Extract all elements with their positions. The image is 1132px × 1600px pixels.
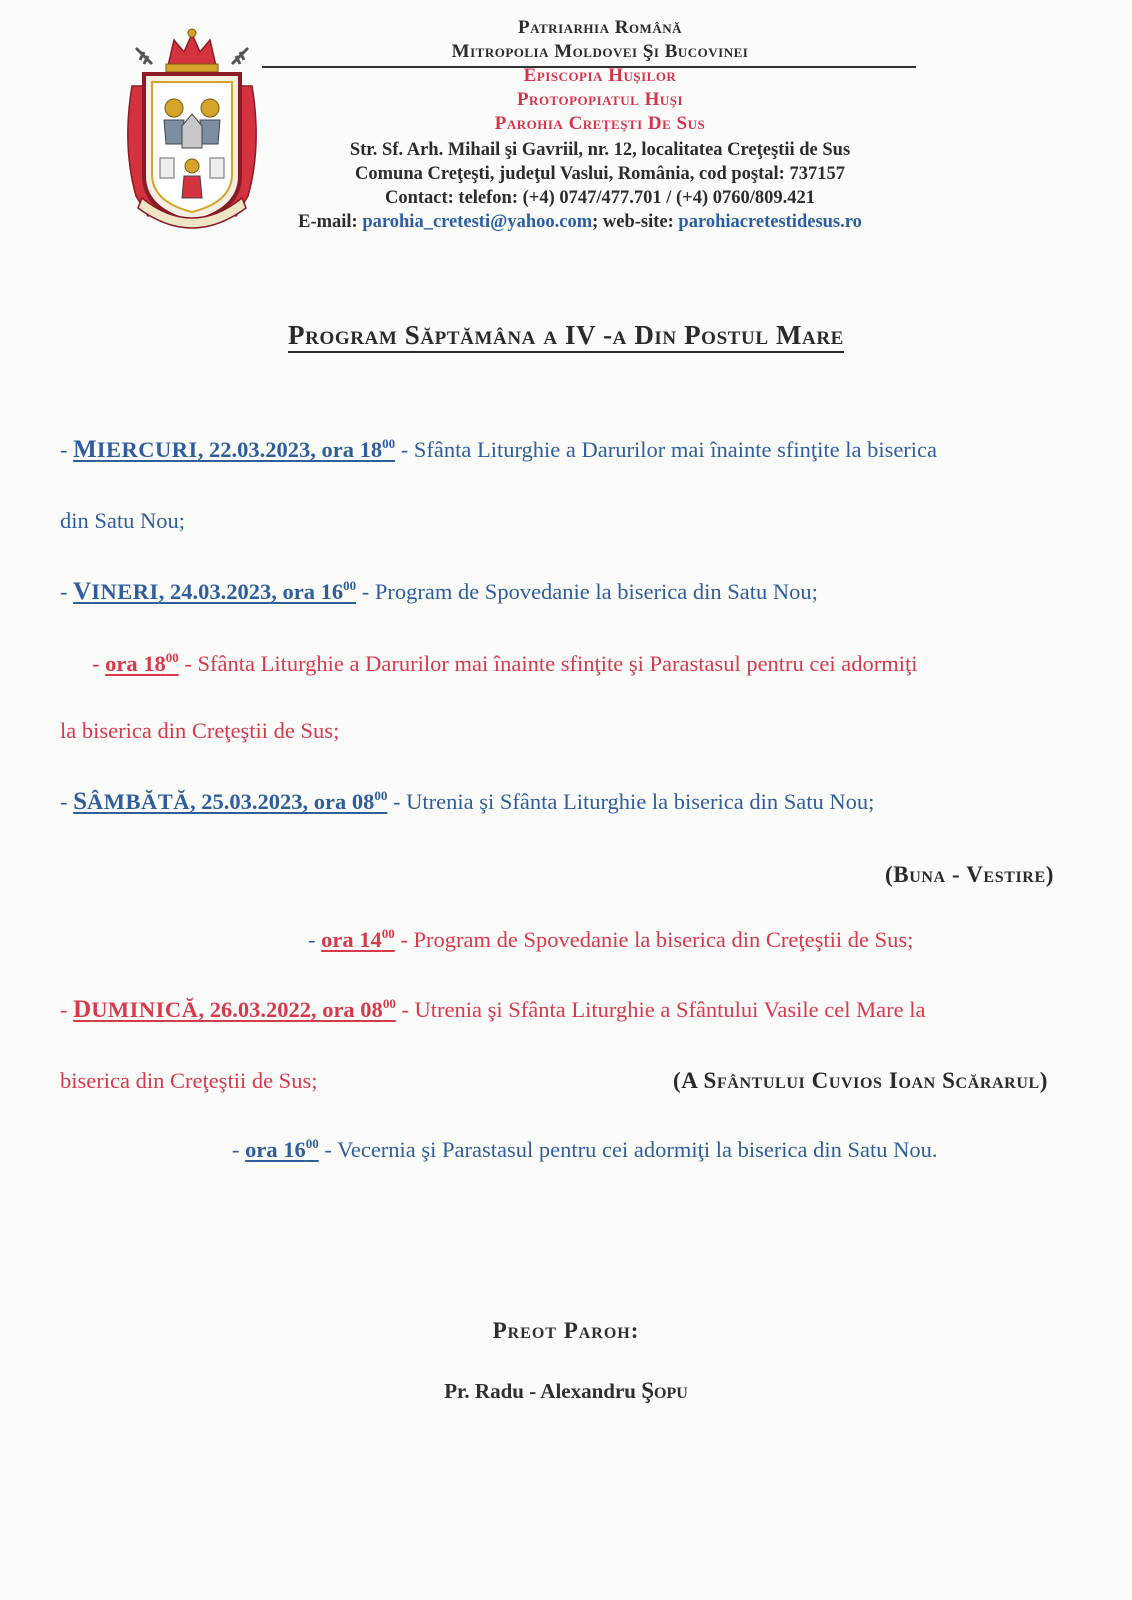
wed-day-rest: IERCURI bbox=[96, 437, 198, 462]
signature-role: Preot Paroh: bbox=[492, 1318, 640, 1343]
contact-phone: Contact: telefon: (+4) 0747/477.701 / (+4) 0760/809.421 bbox=[384, 188, 816, 208]
sat2-minutes: 00 bbox=[381, 926, 395, 941]
contact-email-web bbox=[230, 212, 930, 233]
schedule-fri-line1 bbox=[60, 578, 818, 606]
wed-date bbox=[73, 437, 395, 462]
wed-date-time: , 22.03.2023, ora 18 bbox=[197, 437, 383, 462]
website-link[interactable]: parohiacretestidesus.ro bbox=[678, 212, 862, 232]
header-deanery: Protopopiatul Huşi bbox=[516, 89, 684, 110]
fri-date bbox=[73, 579, 356, 604]
sun-text: - Utrenia şi Sfânta Liturghie a Sfântului Vasile cel Mare la bbox=[395, 997, 926, 1022]
bullet-dash: - bbox=[60, 997, 68, 1022]
address-commune: Comuna Creţeşti, judeţul Vaslui, România, cod poştal: 737157 bbox=[355, 164, 845, 184]
sat-date-time: , 25.03.2023, ora 08 bbox=[190, 789, 375, 814]
schedule-sat2-line1 bbox=[308, 926, 913, 953]
sun2-text: - Vecernia şi Parastasul pentru cei adormiţi la biserica din Satu Nou. bbox=[318, 1137, 938, 1162]
bullet-dash: - bbox=[232, 1137, 240, 1162]
sun2-time-text: ora 16 bbox=[245, 1137, 306, 1162]
sun2-minutes: 00 bbox=[305, 1136, 319, 1151]
bullet-dash: - bbox=[60, 789, 68, 814]
sat2-time-text: ora 14 bbox=[321, 927, 382, 952]
wed-text: - Sfânta Liturghie a Darurilor mai înainte sfinţite la biserica bbox=[395, 437, 938, 462]
address-street: Str. Sf. Arh. Mihail şi Gavriil, nr. 12, localitatea Creţeştii de Sus bbox=[349, 140, 851, 160]
sun-minutes: 00 bbox=[382, 996, 396, 1011]
fri-minutes: 00 bbox=[343, 578, 357, 593]
schedule-fri2-line2: la biserica din Creţeştii de Sus; bbox=[60, 718, 340, 743]
bullet-dash: - bbox=[60, 437, 68, 462]
priest-surname: Şopu bbox=[641, 1378, 688, 1403]
sat-feast: (Buna - Vestire) bbox=[885, 862, 1054, 887]
schedule-sat-line1 bbox=[60, 788, 874, 816]
schedule-wed-line2: din Satu Nou; bbox=[60, 508, 186, 533]
sun-day-rest: UMINICĂ bbox=[91, 997, 199, 1022]
sun-date-time: , 26.03.2022, ora 08 bbox=[198, 997, 383, 1022]
schedule-fri2-line1 bbox=[92, 650, 918, 677]
sun2-time bbox=[245, 1137, 319, 1162]
bullet-dash: - bbox=[308, 927, 316, 952]
sun-date bbox=[73, 997, 396, 1022]
priest-name: Pr. Radu - Alexandru bbox=[444, 1379, 642, 1403]
bullet-dash: - bbox=[92, 651, 100, 676]
page-title bbox=[100, 320, 1032, 351]
sat-date bbox=[73, 789, 387, 814]
coat-of-arms-icon bbox=[122, 26, 262, 238]
fri-date-time: , 24.03.2023, ora 16 bbox=[158, 579, 344, 604]
email-link[interactable]: parohia_cretesti@yahoo.com bbox=[362, 212, 593, 232]
fri2-minutes: 00 bbox=[165, 650, 179, 665]
schedule-wed-line1 bbox=[60, 436, 937, 464]
header-parish: Parohia Creţeşti De Sus bbox=[494, 113, 706, 134]
signature-name bbox=[100, 1378, 1032, 1404]
header-metropolis: Mitropolia Moldovei Şi Bucovinei bbox=[451, 41, 749, 62]
sat-day-rest: ÂMBĂTĂ bbox=[87, 789, 191, 814]
fri2-text: - Sfânta Liturghie a Darurilor mai înainte sfinţite şi Parastasul pentru cei adormiţi bbox=[178, 651, 918, 676]
schedule-sun-line1 bbox=[60, 996, 925, 1024]
fri-day-initial: V bbox=[73, 578, 92, 605]
header-patriarchate: Patriarhia Română bbox=[517, 17, 682, 38]
fri2-time bbox=[105, 651, 179, 676]
sat-day-initial: S bbox=[73, 788, 88, 815]
title-text: Program Săptămâna a IV -a Din Postul Mare bbox=[288, 320, 844, 353]
sat2-text: - Program de Spovedanie la biserica din Creţeştii de Sus; bbox=[394, 927, 914, 952]
wed-minutes: 00 bbox=[382, 436, 396, 451]
sat2-time bbox=[321, 927, 395, 952]
fri-day-rest: INERI bbox=[91, 579, 159, 604]
web-label: ; web-site: bbox=[592, 212, 674, 232]
header-diocese: Episcopia Huşilor bbox=[523, 65, 677, 86]
sat-minutes: 00 bbox=[374, 788, 388, 803]
fri-text: - Program de Spovedanie la biserica din Satu Nou; bbox=[356, 579, 818, 604]
schedule-sun2-line1 bbox=[232, 1136, 938, 1163]
sat-text: - Utrenia şi Sfânta Liturghie la biserica din Satu Nou; bbox=[387, 789, 875, 814]
sun-day-initial: D bbox=[73, 996, 92, 1023]
sun-feast: (A Sfântului Cuvios Ioan Scărarul) bbox=[673, 1068, 1048, 1093]
bullet-dash: - bbox=[60, 579, 68, 604]
schedule-sun-line2: biserica din Creţeştii de Sus; bbox=[60, 1068, 318, 1093]
email-label: E-mail: bbox=[298, 212, 358, 232]
fri2-time-text: ora 18 bbox=[105, 651, 166, 676]
wed-day-initial: M bbox=[73, 436, 97, 463]
